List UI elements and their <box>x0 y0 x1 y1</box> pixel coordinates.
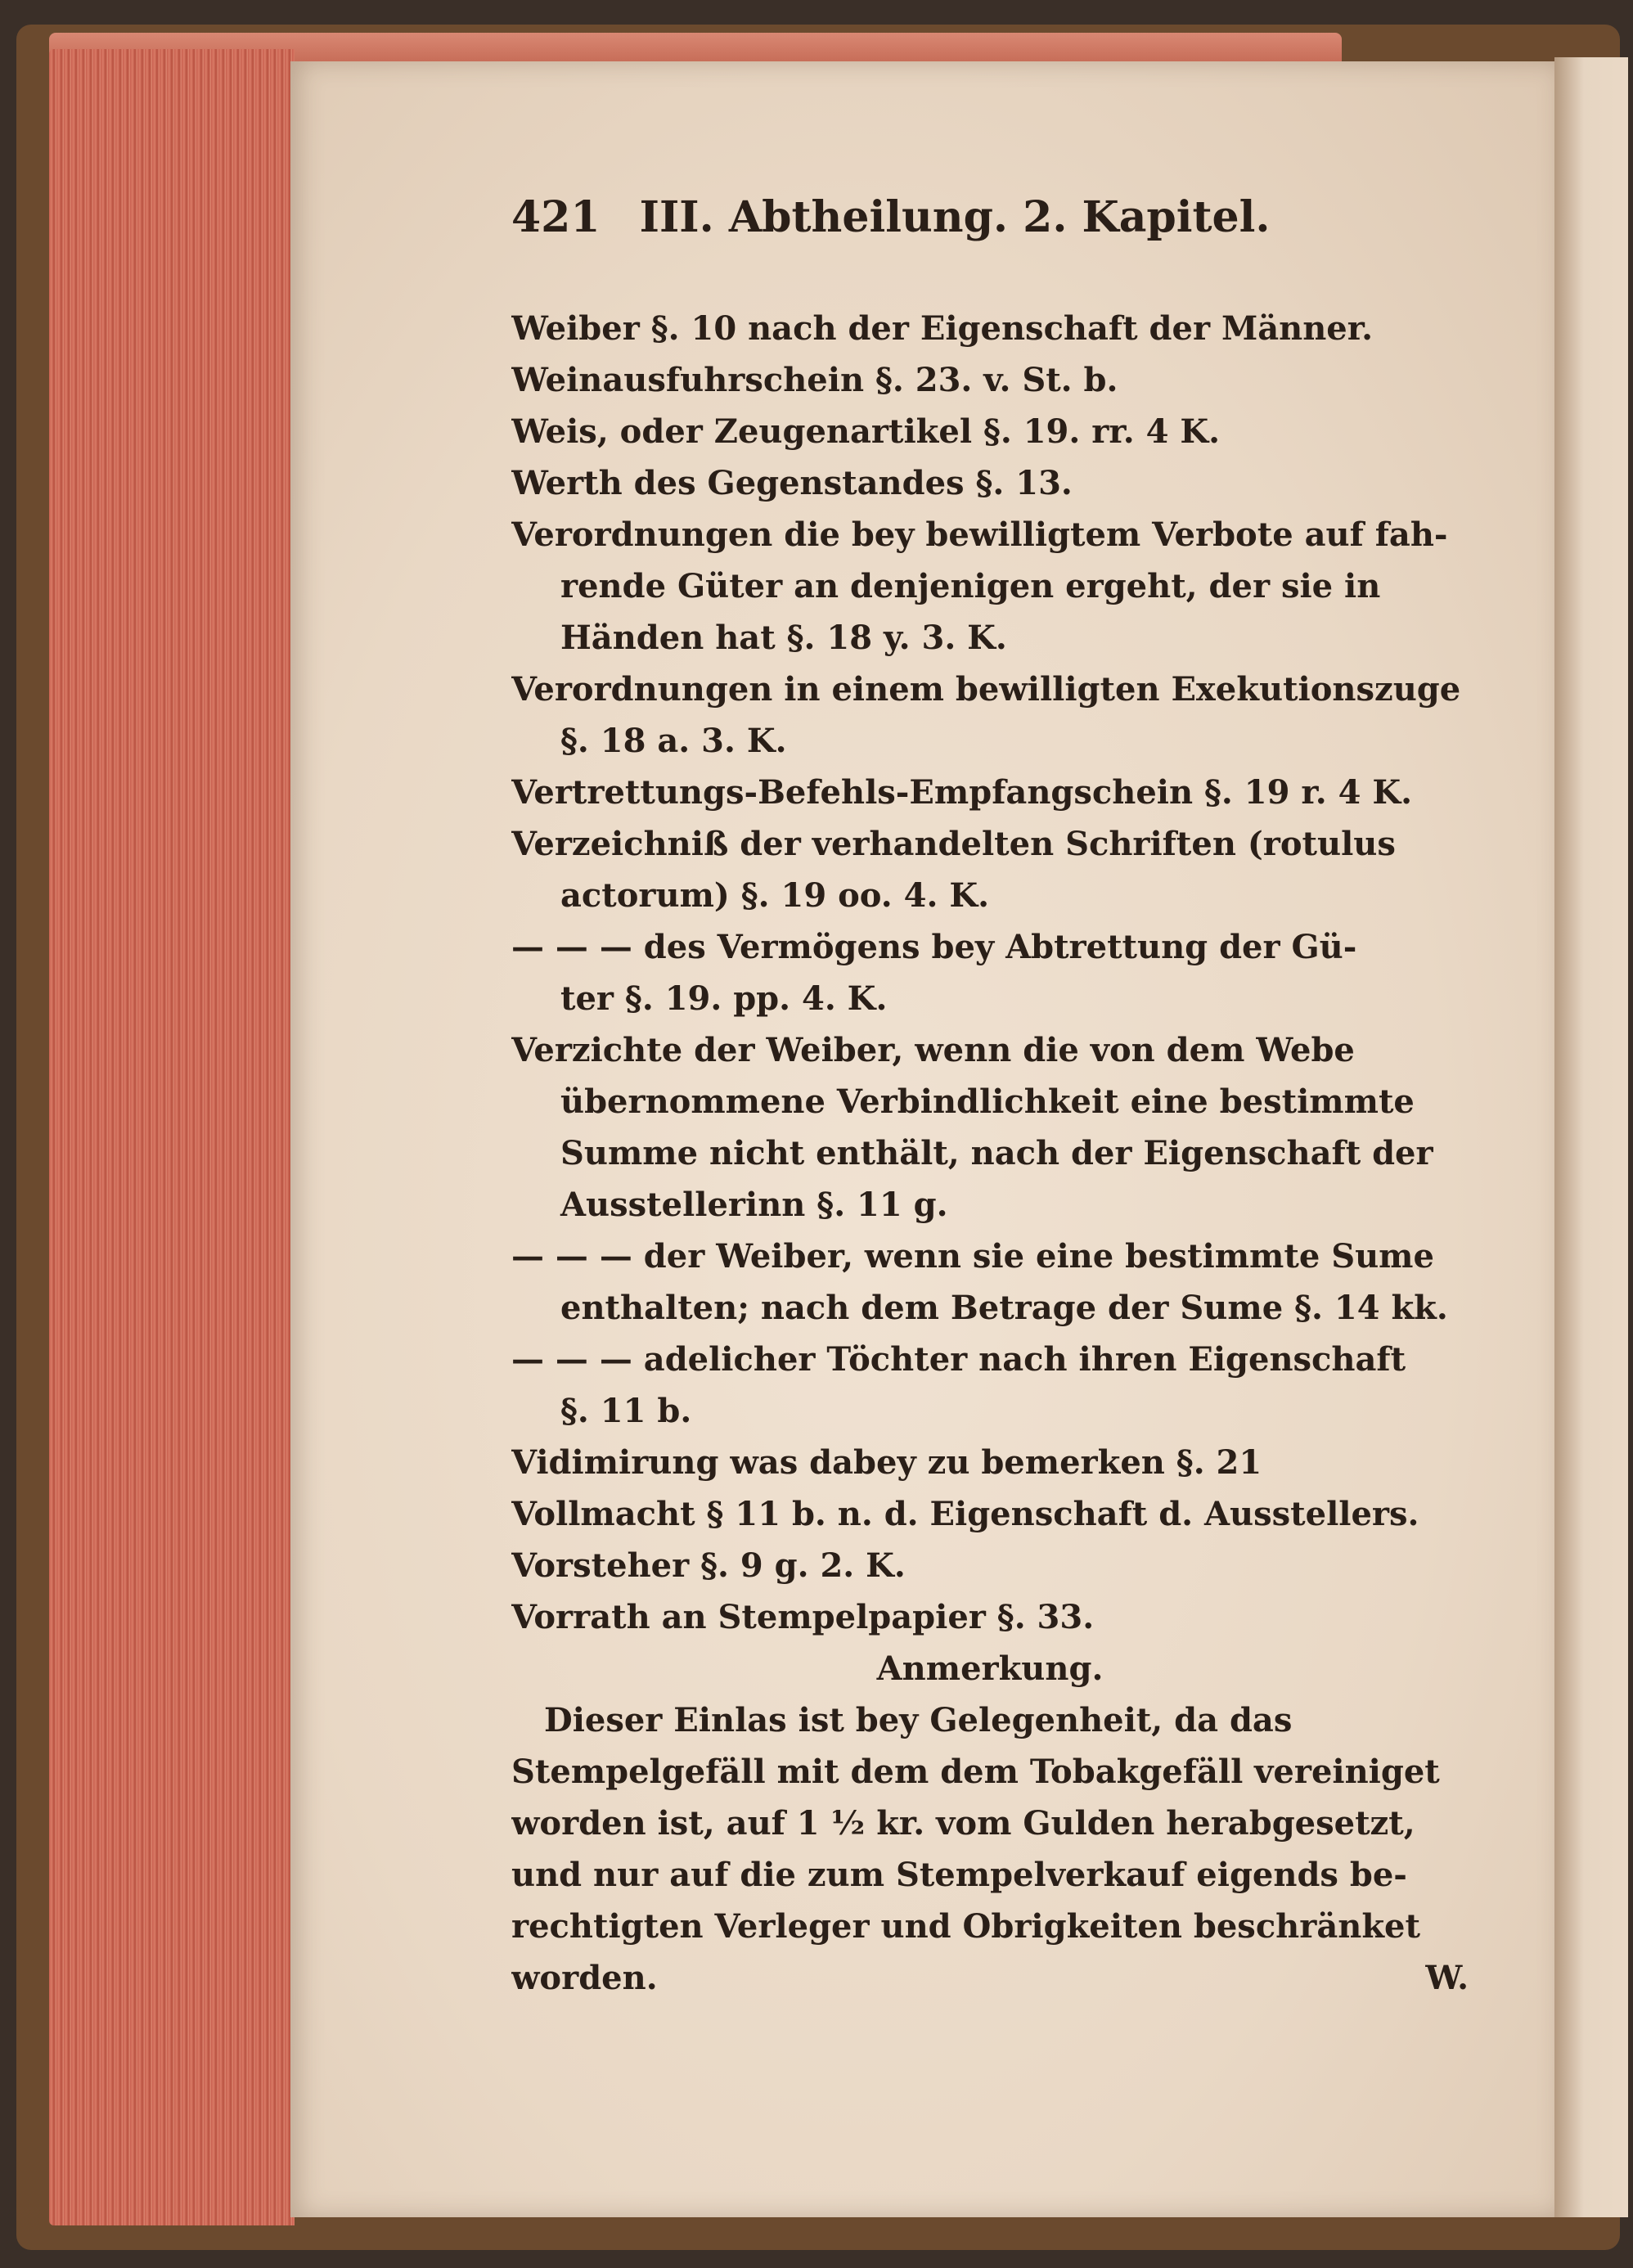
page-body <box>511 303 1469 2004</box>
text-line: Verzeichniß der verhandelten Schriften (rotulus <box>511 825 1396 863</box>
text-line: Händen hat §. 18 y. 3. K. <box>560 619 1007 657</box>
text-line: Verordnungen in einem bewilligten Exekutionszuge <box>511 670 1461 709</box>
text-line: Dieser Einlas ist bey Gelegenheit, da das <box>544 1701 1293 1739</box>
text-line: Verordnungen die bey bewilligtem Verbote auf fah- <box>511 515 1448 554</box>
text-line: übernommene Verbindlichkeit eine bestimmte <box>560 1082 1415 1121</box>
text-line: und nur auf die zum Stempelverkauf eigends be- <box>511 1856 1407 1894</box>
text-line: Vidimirung was dabey zu bemerken §. 21 <box>511 1443 1262 1482</box>
text-line: §. 18 a. 3. K. <box>560 722 787 760</box>
facing-page-edge <box>1554 57 1628 2217</box>
last-line <box>511 1952 1469 2004</box>
text-line: enthalten; nach dem Betrage der Sume §. 14 kk. <box>560 1289 1448 1327</box>
catchword: W. <box>1425 1959 1469 1997</box>
text-line: ter §. 19. pp. 4. K. <box>560 979 888 1018</box>
text-line: Vertrettungs-Befehls-Empfangschein §. 19 r. 4 K. <box>511 773 1413 812</box>
text-line: Weis, oder Zeugenartikel §. 19. rr. 4 K. <box>511 412 1221 451</box>
section-heading: Anmerkung. <box>876 1649 1104 1688</box>
text-line: — — — des Vermögens bey Abtrettung der Gü- <box>511 928 1357 966</box>
page-number: 421 <box>511 192 601 242</box>
text-line: — — — der Weiber, wenn sie eine bestimmte Sumе <box>511 1237 1434 1276</box>
header-title: III. Abtheilung. 2. Kapitel. <box>639 192 1271 242</box>
text-line: Ausstellerinn §. 11 g. <box>560 1186 948 1224</box>
text-line: Weiber §. 10 nach der Eigenschaft der Männer. <box>511 309 1374 348</box>
text-line: Summe nicht enthält, nach der Eigenschaft der <box>560 1134 1433 1172</box>
page-edges <box>49 49 295 2225</box>
text-line: Werth des Gegenstandes §. 13. <box>511 464 1073 502</box>
text-line: rechtigten Verleger und Obrigkeiten beschränket <box>511 1907 1420 1946</box>
text-line: rende Güter an denjenigen ergeht, der sie in <box>560 567 1381 605</box>
text-line: Vorrath an Stempelpapier §. 33. <box>511 1598 1095 1636</box>
text-line: Stempelgefäll mit dem dem Tobakgefäll vereiniget <box>511 1753 1440 1791</box>
text-line: §. 11 b. <box>560 1392 692 1430</box>
text-line: Vorsteher §. 9 g. 2. K. <box>511 1546 906 1585</box>
text-line: — — — adelicher Töchter nach ihren Eigenschaft <box>511 1340 1406 1379</box>
text-line: Vollmacht § 11 b. n. d. Eigenschaft d. Ausstellers. <box>511 1495 1419 1533</box>
text-line: Weinausfuhrschein §. 23. v. St. b. <box>511 361 1118 399</box>
running-header <box>511 192 1329 266</box>
text-line: worden. <box>511 1959 658 1997</box>
text-line: worden ist, auf 1 ½ kr. vom Gulden herabgesetzt, <box>511 1804 1415 1843</box>
text-line: actorum) §. 19 oo. 4. K. <box>560 876 990 915</box>
text-line: Verzichte der Weiber, wenn die von dem Webe <box>511 1031 1355 1069</box>
